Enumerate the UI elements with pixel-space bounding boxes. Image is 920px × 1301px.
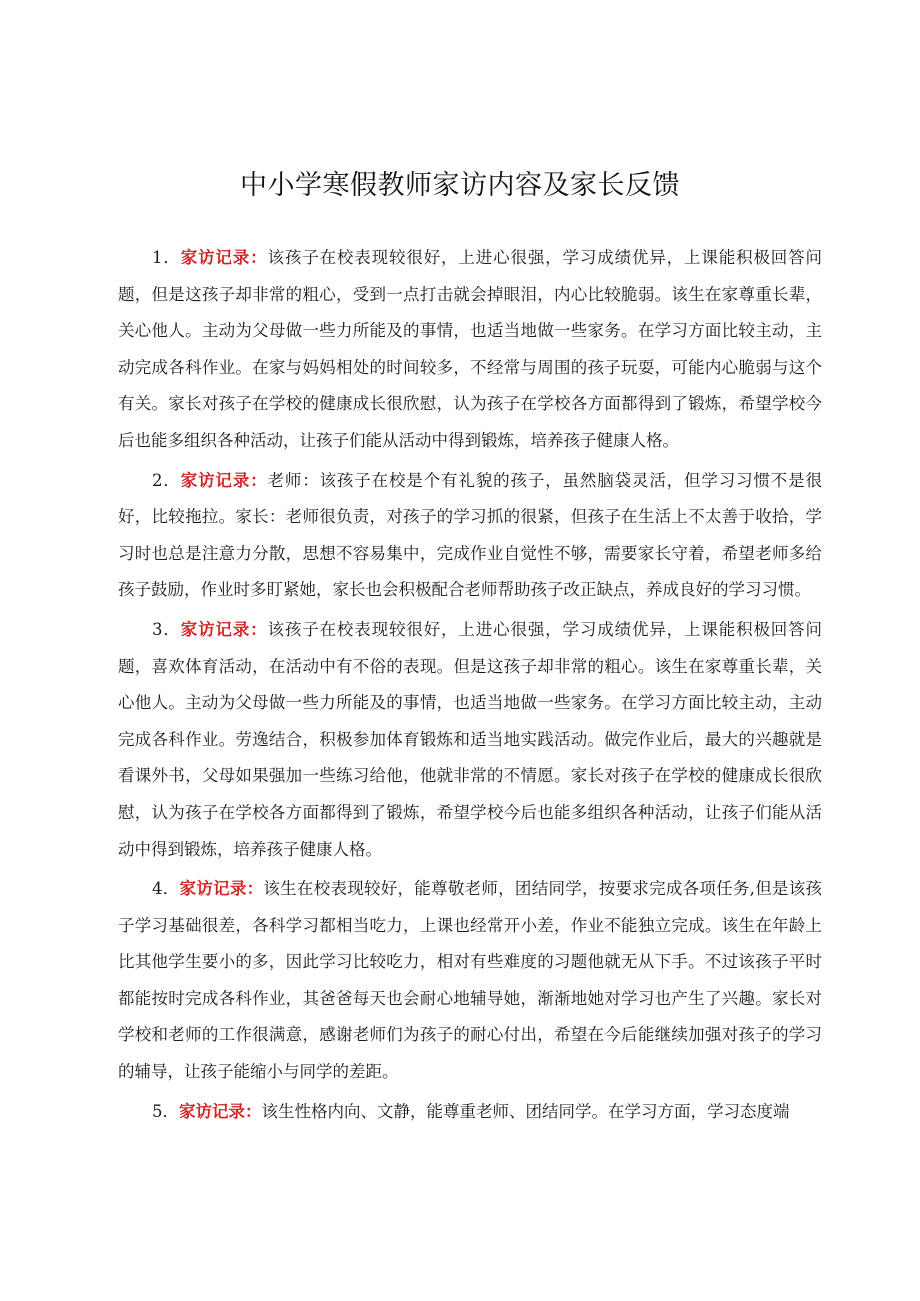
document-title: 中小学寒假教师家访内容及家长反馈 [240, 170, 680, 201]
paragraph-number: 1． [152, 248, 181, 267]
paragraph-number: 5． [152, 1101, 179, 1121]
paragraph-number: 3． [152, 619, 181, 639]
paragraph-2 [118, 463, 822, 609]
paragraph-text: 该生在校表现较好，能尊敬老师，团结同学，按要求完成各项任务,但是该孩子学习基础很差，各科学习都相当吃力，上课也经常开小差，作业不能独立完成。该生在年龄上比其他学生要小的多，因此学习比较吃力，相对有些难度的习题他就无从下手。不过该孩子平时都能按时完成各科作业，其爸爸每天也会耐心地辅导她，渐渐地她对学习也产生了兴趣。家长对学校和老师的工作很满意，感谢老师们为孩子的耐心付出，希望在今后能继续加强对孩子的学习的辅导，让孩子能缩小与同学的差距。 [118, 879, 823, 1082]
paragraph-text: 该孩子在校表现较很好，上进心很强，学习成绩优异，上课能积极回答问题，但是这孩子却非常的粗心，受到一点打击就会掉眼泪，内心比较脆弱。该生在家尊重长辈，关心他人。主动为父母做一些力所能及的事情，也适当地做一些家务。在学习方面比较主动，主动完成各科作业。在家与妈妈相处的时间较多，不经常与周围的孩子玩耍，可能内心脆弱与这个有关。家长对孩子在学校的健康成长很欣慰，认为孩子在学校各方面都得到了锻炼，希望学校今后也能多组织各种活动，让孩子们能从活动中得到锻炼，培养孩子健康人格。 [118, 248, 823, 450]
paragraph-text: 老师：该孩子在校是个有礼貌的孩子，虽然脑袋灵活，但学习习惯不是很好，比较拖拉。家长：老师很负责，对孩子的学习抓的很紧，但孩子在生活上不太善于收拾，学习时也总是注意力分散，思想不容易集中，完成作业自觉性不够，需要家长守着，希望老师多给孩子鼓励，作业时多盯紧她，家长也会积极配合老师帮助孩子改正缺点，养成良好的学习习惯。 [118, 470, 823, 600]
paragraph-1 [118, 240, 822, 460]
paragraph-3 [118, 612, 822, 868]
paragraph-text: 该生性格内向、文静，能尊重老师、团结同学。在学习方面，学习态度端 [261, 1101, 790, 1121]
paragraph-label: 家访记录： [179, 1101, 262, 1121]
paragraph-label: 家访记录： [179, 879, 264, 899]
paragraph-number: 4． [152, 879, 180, 899]
document-body [118, 240, 822, 1133]
paragraph-label: 家访记录： [180, 248, 268, 267]
paragraph-number: 2． [152, 470, 181, 490]
paragraph-label: 家访记录： [180, 470, 268, 490]
paragraph-4 [118, 871, 822, 1091]
paragraph-5 [118, 1094, 822, 1131]
paragraph-label: 家访记录： [180, 619, 268, 639]
paragraph-text: 该孩子在校表现较很好，上进心很强，学习成绩优异，上课能积极回答问题，喜欢体育活动，在活动中有不俗的表现。但是这孩子却非常的粗心。该生在家尊重长辈，关心他人。主动为父母做一些力所能及的事情，也适当地做一些家务。在学习方面比较主动，主动完成各科作业。劳逸结合，积极参加体育锻炼和适当地实践活动。做完作业后，最大的兴趣就是看课外书，父母如果强加一些练习给他，他就非常的不情愿。家长对孩子在学校的健康成长很欣慰，认为孩子在学校各方面都得到了锻炼，希望学校今后也能多组织各种活动，让孩子们能从活动中得到锻炼，培养孩子健康人格。 [118, 619, 823, 859]
